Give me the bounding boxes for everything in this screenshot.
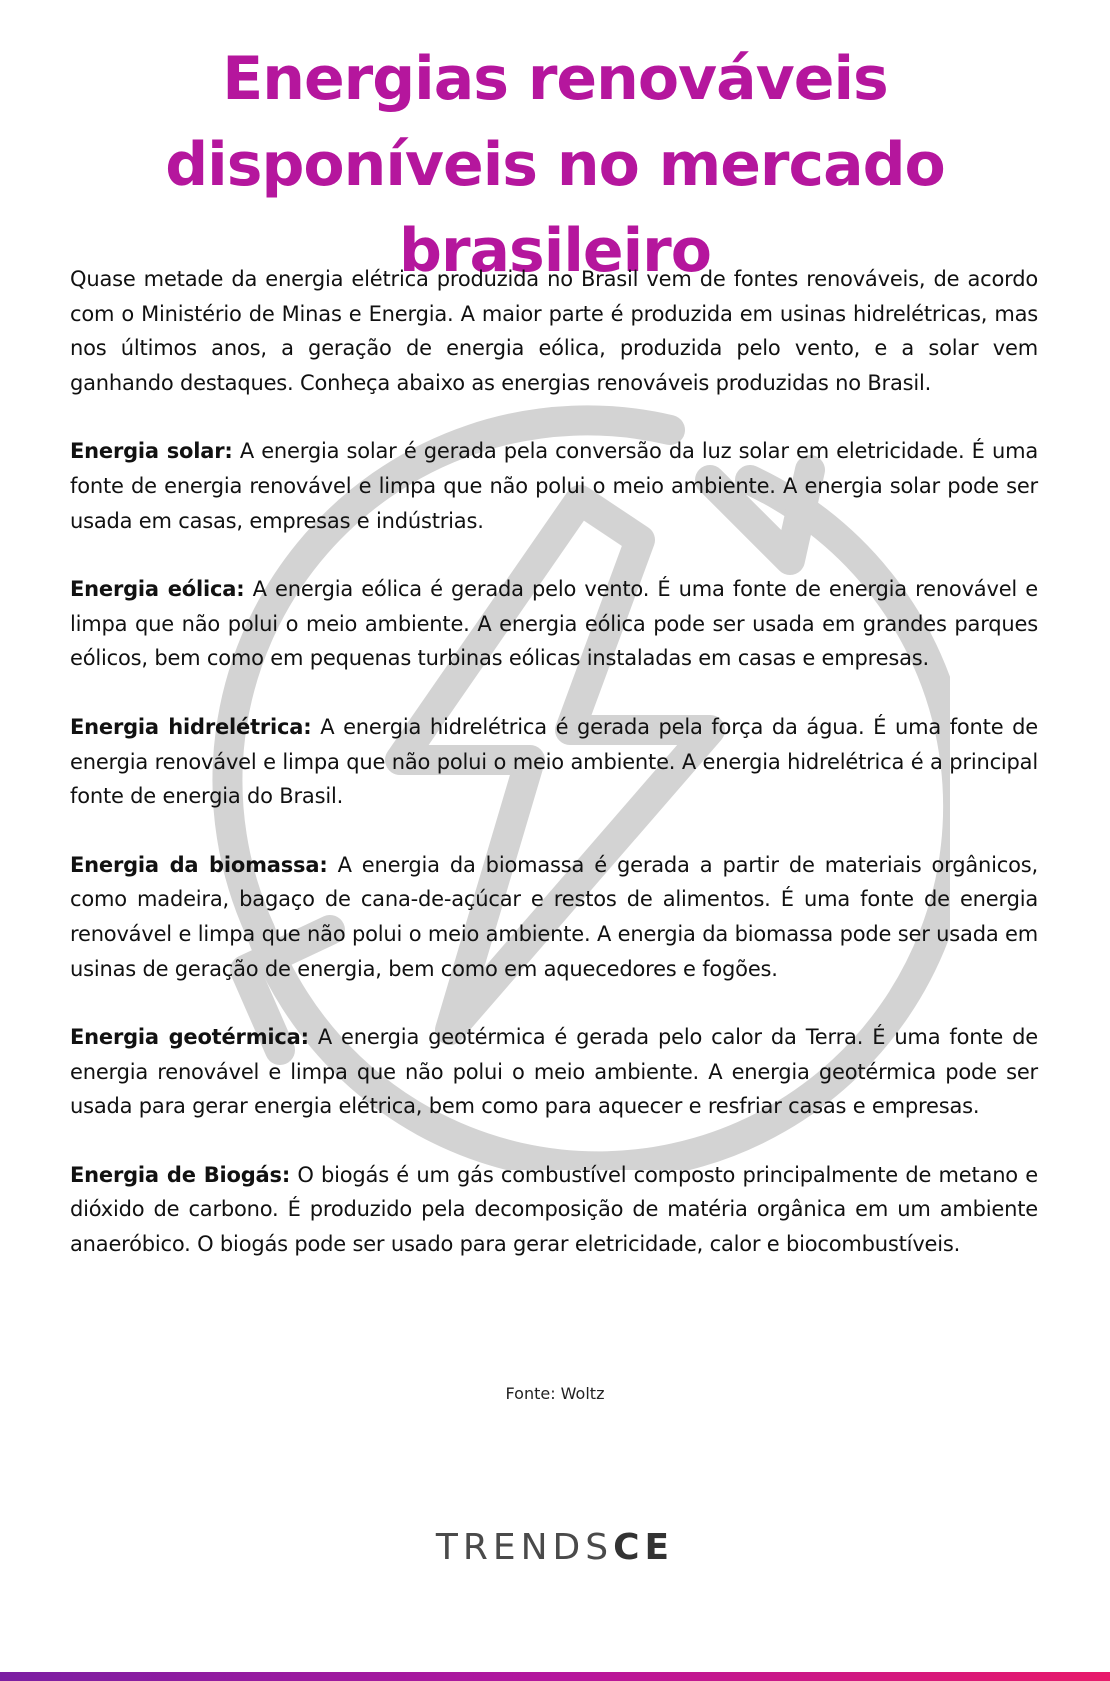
logo-light-text: TRENDS — [435, 1527, 614, 1568]
intro-paragraph: Quase metade da energia elétrica produzida no Brasil vem de fontes renováveis, de acordo com o Ministério de Minas e Energia. A maior parte é produzida em usinas hidrelétricas, mas nos últimos anos, a geração de energia eólica, produzida pelo vento, e a solar vem ganhando destaques. Conheça abaixo as energias renováveis produzidas no Brasil. — [70, 267, 1038, 395]
section-geotermica — [70, 1020, 1038, 1124]
section-label: Energia da biomassa: — [70, 852, 328, 877]
bottom-gradient-bar — [0, 1672, 1110, 1681]
section-solar — [70, 434, 1038, 538]
section-text: O biogás é um gás combustível composto principalmente de metano e dióxido de carbono. É produzido pela decomposição de matéria orgânica em um ambiente anaeróbico. O biogás pode ser usado para gerar eletricidade, calor e biocombustíveis. — [70, 1162, 1039, 1257]
logo-bold-text: CE — [613, 1527, 675, 1568]
section-label: Energia geotérmica: — [70, 1025, 309, 1050]
brand-logo — [0, 1527, 1110, 1568]
section-label: Energia solar: — [70, 439, 233, 464]
section-text: A energia solar é gerada pela conversão da luz solar em eletricidade. É uma fonte de energia renovável e limpa que não polui o meio ambiente. A energia solar pode ser usada em casas, empresas e indústrias. — [70, 439, 1039, 533]
section-eolica — [70, 572, 1038, 676]
section-hidreletrica — [70, 710, 1038, 814]
section-label: Energia eólica: — [70, 577, 245, 602]
section-label: Energia de Biogás: — [70, 1162, 291, 1187]
article-body — [70, 262, 1038, 1296]
source-credit: Fonte: Woltz — [505, 1384, 605, 1403]
page-title: Energias renováveis disponíveis no mercado brasileiro — [165, 44, 945, 286]
section-text: A energia hidrelétrica é gerada pela força da água. É uma fonte de energia renovável e limpa que não polui o meio ambiente. A energia hidrelétrica é a principal fonte de energia do Brasil. — [70, 714, 1038, 809]
section-text: A energia eólica é gerada pelo vento. É uma fonte de energia renovável e limpa que não polui o meio ambiente. A energia eólica pode ser usada em grandes parques eólicos, bem como em pequenas turbinas eólicas instaladas em casas e empresas. — [70, 577, 1038, 671]
section-biomassa — [70, 848, 1038, 986]
section-label: Energia hidrelétrica: — [70, 714, 312, 739]
section-text: A energia geotérmica é gerada pelo calor da Terra. É uma fonte de energia renovável e limpa que não polui o meio ambiente. A energia geotérmica pode ser usada para gerar energia elétrica, bem como para aquecer e resfriar casas e empresas. — [70, 1025, 1038, 1119]
section-biogas — [70, 1158, 1038, 1262]
section-text: A energia da biomassa é gerada a partir de materiais orgânicos, como madeira, bagaço de cana-de-açúcar e restos de alimentos. É uma fonte de energia renovável e limpa que não polui o meio ambiente. A energia da biomassa pode ser usada em usinas de geração de energia, bem como em aquecedores e fogões. — [70, 852, 1039, 981]
